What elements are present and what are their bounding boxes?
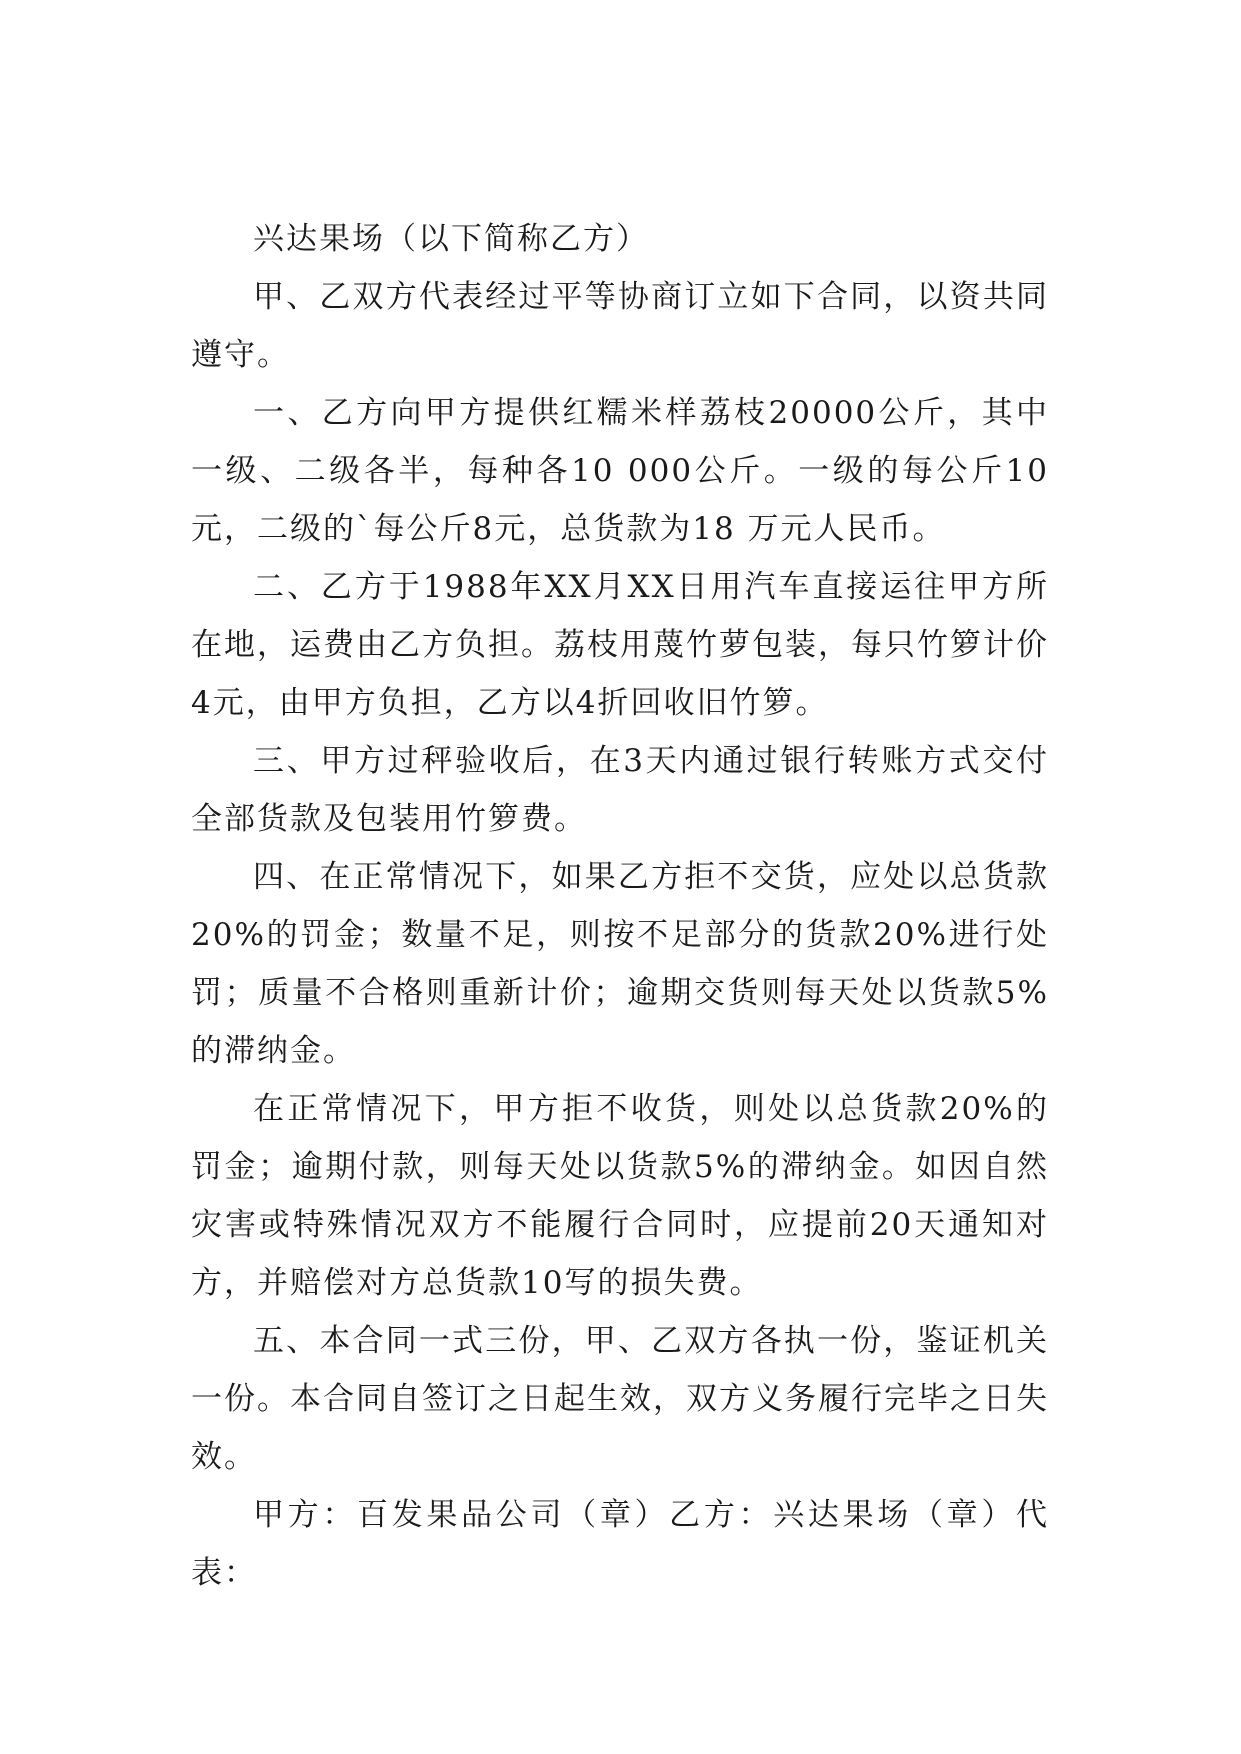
paragraph-clause-4-continued: 在正常情况下，甲方拒不收货，则处以总货款20%的罚金；逾期付款，则每天处以货款5%的滞纳金。如因自然灾害或特殊情况双方不能履行合同时，应提前20天通知对方，并赔偿对方总货款10写的损失费。 (191, 1091, 1049, 1301)
paragraph-clause-1: 一、乙方向甲方提供红糯米样荔枝20000公斤，其中一级、二级各半，每种各10 000公斤。一级的每公斤10元，二级的`每公斤8元，总货款为18 万元人民币。 (191, 395, 1049, 547)
document-body (191, 210, 1049, 1602)
paragraph-signatures: 甲方：百发果品公司（章）乙方：兴达果场（章）代表： (191, 1497, 1049, 1591)
paragraph-party-b: 兴达果场（以下简称乙方） (253, 221, 649, 257)
paragraph-clause-5: 五、本合同一式三份，甲、乙双方各执一份，鉴证机关一份。本合同自签订之日起生效，双方义务履行完毕之日失效。 (191, 1323, 1049, 1475)
paragraph-clause-2: 二、乙方于1988年XX月XX日用汽车直接运往甲方所在地，运费由乙方负担。荔枝用蔑竹萝包装，每只竹箩计价4元，由甲方负担，乙方以4折回收旧竹箩。 (191, 569, 1049, 721)
paragraph-clause-3: 三、甲方过秤验收后，在3天内通过银行转账方式交付全部货款及包装用竹箩费。 (191, 743, 1049, 837)
paragraph-clause-4: 四、在正常情况下，如果乙方拒不交货，应处以总货款20%的罚金；数量不足，则按不足部分的货款20%进行处罚；质量不合格则重新计价；逾期交货则每天处以货款5%的滞纳金。 (191, 859, 1049, 1069)
paragraph-preamble: 甲、乙双方代表经过平等协商订立如下合同，以资共同遵守。 (191, 279, 1049, 373)
